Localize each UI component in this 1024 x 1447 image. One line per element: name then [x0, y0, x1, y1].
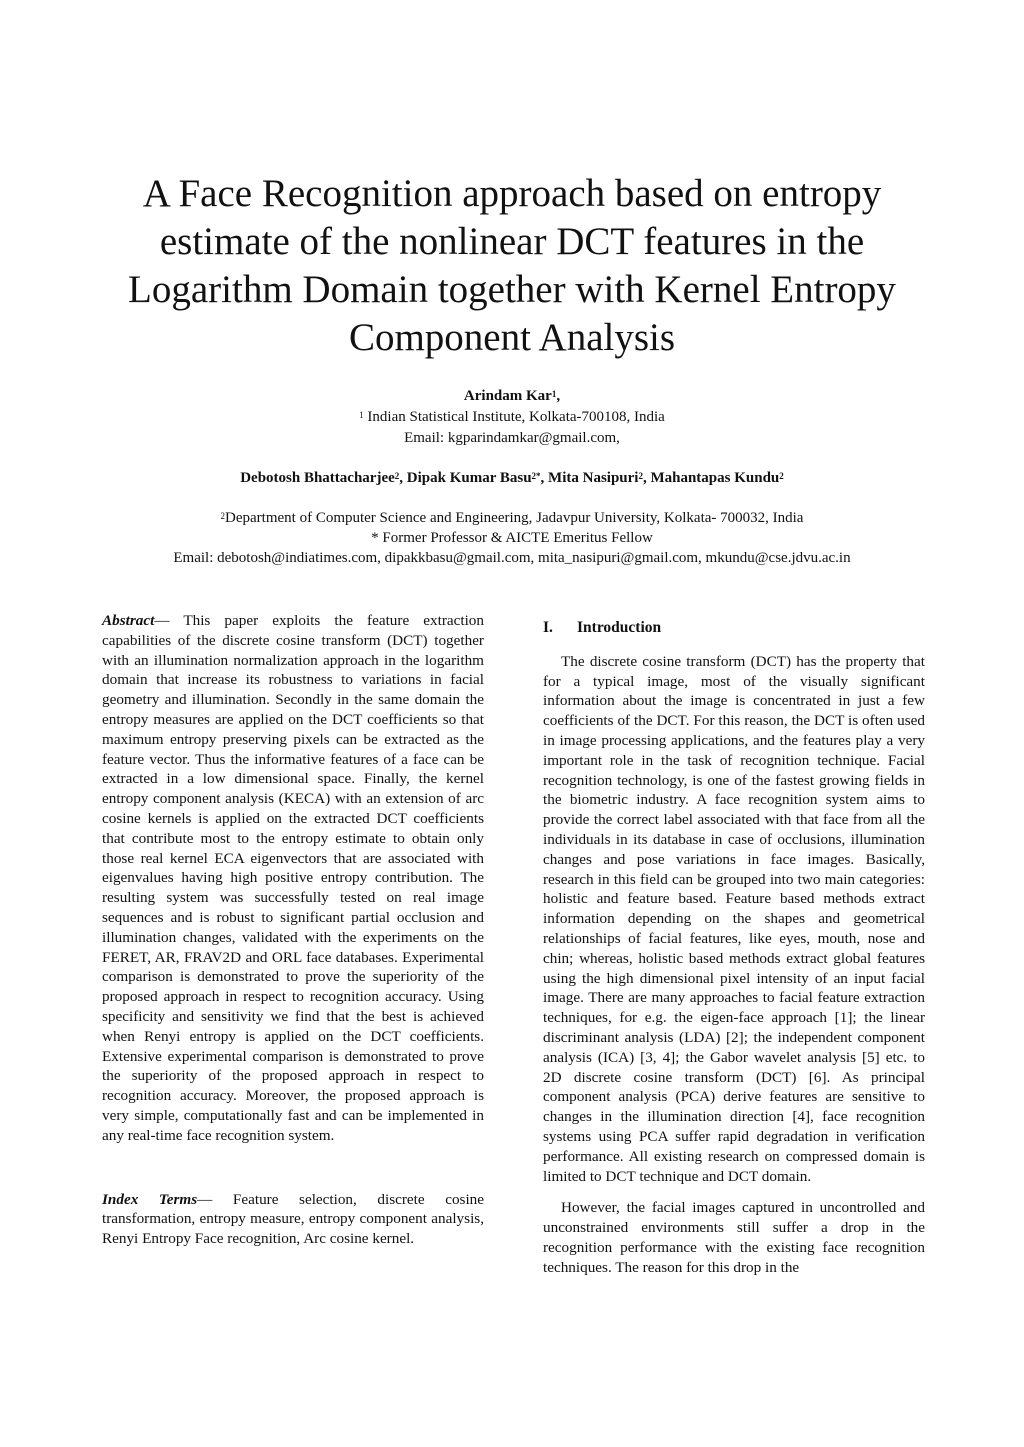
- email-2: Email: debotosh@indiatimes.com, dipakkbasu@gmail.com, mita_nasipuri@gmail.com, mkundu@cse.jdvu.ac.in: [173, 550, 851, 566]
- paper-title: A Face Recognition approach based on entropy estimate of the nonlinear DCT features in the Logarithm Domain together with Kernel Entropy Component Analysis: [128, 172, 896, 359]
- index-terms-dash: —: [197, 1190, 233, 1208]
- index-terms-paragraph: [102, 1190, 484, 1249]
- intro-paragraph: However, the facial images captured in uncontrolled and unconstrained environments still suffer a drop in the recognition performance with the existing face recognition techniques. The reason for this drop in the: [543, 1199, 925, 1276]
- section-number: I.: [543, 619, 553, 636]
- affiliation-2: [40, 509, 984, 527]
- author-separator: ,: [642, 470, 651, 486]
- abstract-dash: —: [154, 612, 184, 629]
- author-superscript: 1: [551, 389, 557, 399]
- author-name: Debotosh Bhattacharjee: [240, 470, 395, 486]
- abstract-text: This paper exploits the feature extraction capabilities of the discrete cosine transform (DCT) together with an illumination normalization approach in the logarithm domain that increase its robustness to variations in facial geometry and illumination. Secondly in the same domain the entropy measures are applied on the DCT coefficients so that maximum entropy preserving pixels can be extracted as the feature vector. Thus the informative features of a face can be extracted in a low dimensional space. Finally, the kernel entropy component analysis (KECA) with an extension of arc cosine kernels is applied on the extracted DCT coefficients that contribute most to the entropy estimate to obtain only those real kernel ECA eigenvectors that are associated with eigenvalues having high positive entropy contribution. The resulting system was successfully tested on real image sequences and is robust to significant partial occlusion and illumination changes, validated with the experiments on the FERET, AR, FRAV2D and ORL face databases. Experimental comparison is demonstrated to prove the superiority of the proposed approach in respect to recognition accuracy. Using specificity and sensitivity we find that the best is achieved when Renyi entropy is applied on the DCT coefficients. Extensive experimental comparison is demonstrated to prove the superiority of the proposed approach in respect to recognition accuracy. Moreover, the proposed approach is very simple, computationally fast and can be implemented in any real-time face recognition system.: [102, 612, 484, 1144]
- author-superscript: 2: [394, 471, 400, 481]
- author-name: Mahantapas Kundu: [650, 470, 780, 486]
- author-superscript: 2: [638, 471, 643, 481]
- author-name: Mita Nasipuri: [548, 470, 639, 486]
- author-superscript: 2: [779, 471, 784, 481]
- affiliation-superscript: 2: [220, 511, 226, 521]
- section-title: Introduction: [577, 619, 662, 636]
- left-column: [102, 611, 484, 1249]
- index-terms-text: Feature selection, discrete cosine transformation, entropy measure, entropy component analysis, Renyi Entropy Face recognition, Arc cosine kernel.: [102, 1190, 485, 1248]
- abstract-label: Abstract: [102, 612, 155, 629]
- author-separator: ,: [540, 470, 549, 486]
- author-superscript: 2*: [531, 471, 541, 481]
- right-column: [543, 618, 925, 1278]
- email-1: Email: kgparindamkar@gmail.com,: [404, 430, 620, 446]
- intro-paragraph: The discrete cosine transform (DCT) has the property that for a typical image, most of the visually significant information about the image is concentrated in just a few coefficients of the DCT. For this reason, the DCT is often used in image processing applications, and the features play a very important role in the task of recognition technique. Facial recognition technology, is one of the fastest growing fields in the biometric industry. A face recognition system aims to provide the correct label associated with that face from all the individuals in its database in case of occlusions, illumination changes and pose variations in face images. Basically, research in this field can be grouped into two main categories: holistic and feature based. Feature based methods extract information depending on the shapes and geometrical relationships of facial features, like eyes, mouth, nose and chin; whereas, holistic based methods extract global features using the high dimensional pixel intensity of an input facial image. There are many approaches to facial feature extraction techniques, for e.g. the eigen-face approach [1]; the linear discriminant analysis (LDA) [2]; the independent component analysis (ICA) [3, 4]; the Gabor wavelet analysis [5] etc. to 2D discrete cosine transform (DCT) [6]. As principal component analysis (PCA) derive features are sensitive to changes in the illumination direction [4], face recognition systems using PCA suffer rapid degradation in verification performance. All existing research on compressed domain is limited to DCT technique and DCT domain.: [543, 652, 925, 1185]
- section-heading: [543, 618, 925, 638]
- author-name: Arindam Kar: [463, 388, 552, 404]
- author-line-2: [40, 469, 984, 487]
- author-separator: ,: [556, 388, 561, 404]
- author-separator: ,: [399, 470, 407, 486]
- affiliation-superscript: 1: [359, 410, 364, 420]
- affiliation-text: Indian Statistical Institute, Kolkata-700108, India: [363, 409, 665, 425]
- index-terms-label: Index Terms: [102, 1190, 198, 1208]
- abstract-paragraph: [102, 611, 484, 1146]
- author-name: Dipak Kumar Basu: [406, 470, 532, 486]
- affiliation-note: * Former Professor & AICTE Emeritus Fellow: [371, 530, 653, 546]
- affiliation-text: Department of Computer Science and Engineering, Jadavpur University, Kolkata- 700032, India: [225, 510, 804, 526]
- author-line-1: [40, 387, 984, 405]
- affiliation-1: [40, 408, 984, 426]
